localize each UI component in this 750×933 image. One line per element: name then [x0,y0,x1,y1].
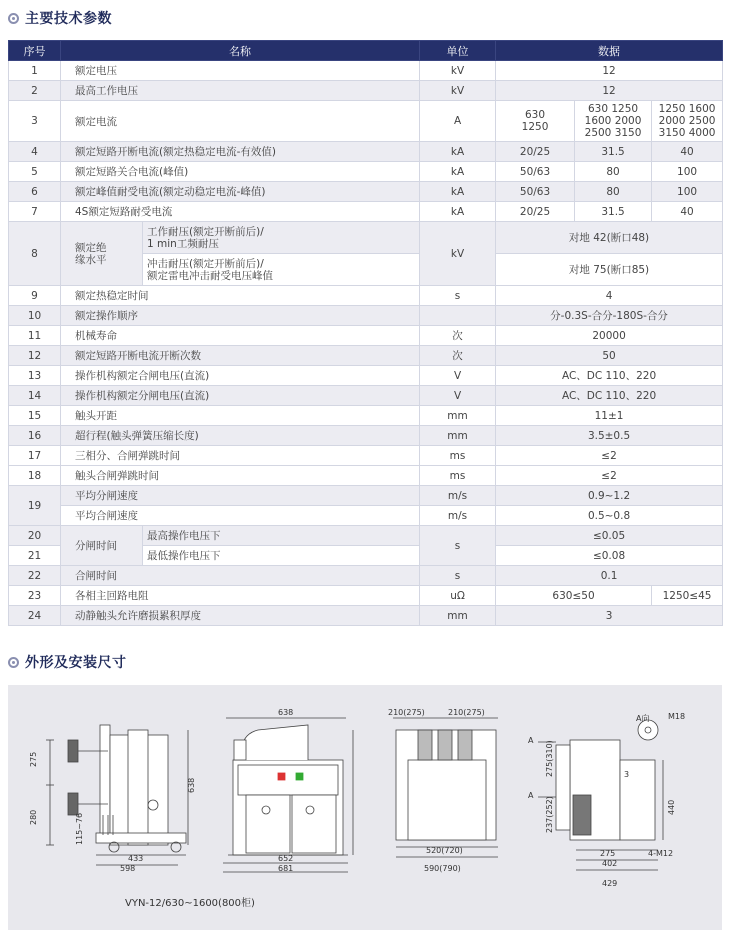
section-title-specs: 主要技术参数 [8,8,112,28]
header-name: 名称 [61,41,420,61]
table-row: 12 额定短路开断电流开断次数 次 50 [9,346,723,366]
drawing-svg [8,685,722,930]
label-a-bottom: A [528,791,534,800]
dim-429: 429 [602,879,618,888]
dim-433: 433 [128,854,144,863]
header-no: 序号 [9,41,61,61]
rear-view [393,718,498,857]
header-unit: 单位 [420,41,496,61]
table-row: 5 额定短路关合电流(峰值) kA 50/63 80 100 [9,162,723,182]
table-row: 8 额定绝 缘水平 工作耐压(额定开断前后)/ 1 min工频耐压 kV 对地 42(断口48) [9,222,723,254]
table-row: 20 分闸时间 最高操作电压下 s ≤0.05 [9,526,723,546]
dim-402: 402 [602,859,618,868]
table-row: 4 额定短路开断电流(额定热稳定电流-有效值) kA 20/25 31.5 40 [9,142,723,162]
dim-280: 280 [29,809,38,825]
dim-275-bottom: 275 [600,849,616,858]
table-row: 15 触头开距 mm 11±1 [9,406,723,426]
dim-210-left: 210(275) [388,708,425,717]
dim-4-m12: 4-M12 [648,849,674,858]
dim-652: 652 [278,854,294,863]
table-row: 13 操作机构额定合闸电压(直流) V AC、DC 110、220 [9,366,723,386]
dim-598: 598 [120,864,136,873]
dim-638-front: 638 [278,708,294,717]
table-row: 16 超行程(触头弹簧压缩长度) mm 3.5±0.5 [9,426,723,446]
table-row: 19 平均分闸速度 m/s 0.9~1.2 [9,486,723,506]
label-m18: M18 [668,712,686,721]
table-row: 9 额定热稳定时间 s 4 [9,286,723,306]
header-data: 数据 [496,41,723,61]
table-row: 18 触头合闸弹跳时间 ms ≤2 [9,466,723,486]
table-row: 14 操作机构额定分闸电压(直流) V AC、DC 110、220 [9,386,723,406]
right-side-view [538,720,663,870]
section-title-dimensions: 外形及安装尺寸 [8,652,127,672]
table-row: 17 三相分、合闸弹跳时间 ms ≤2 [9,446,723,466]
dim-3: 3 [624,770,630,779]
dim-681: 681 [278,864,294,873]
spec-table [8,40,723,626]
bullet-circle-icon [8,657,19,668]
table-row: 11 机械寿命 次 20000 [9,326,723,346]
dim-590: 590(790) [424,864,461,873]
table-row: 10 额定操作顺序 分-0.3S-合分-180S-合分 [9,306,723,326]
dim-275: 275 [29,751,38,767]
dim-275-310: 275(310) [545,740,554,777]
table-header-row [9,41,723,61]
table-row: 24 动静触头允许磨损累积厚度 mm 3 [9,606,723,626]
label-a-top: A [528,736,534,745]
label-a-direction: A向 [636,714,650,723]
table-row: 23 各相主回路电阻 uΩ 630≤50 1250≤45 [9,586,723,606]
table-row: 21 最低操作电压下 ≤0.08 [9,546,723,566]
table-row: 平均合闸速度 m/s 0.5~0.8 [9,506,723,526]
table-row: 6 额定峰值耐受电流(额定动稳定电流-峰值) kA 50/63 80 100 [9,182,723,202]
table-row: 2 最高工作电压 kV 12 [9,81,723,101]
dim-440: 440 [667,799,676,815]
table-row: 22 合闸时间 s 0.1 [9,566,723,586]
dim-115-76: 115~76 [75,812,84,845]
table-row: 3 额定电流 A 630 1250 630 1250 1600 2000 2500 3150 1250 1600 2000 2500 3150 4000 [9,101,723,142]
side-view [46,725,188,865]
table-row: 7 4S额定短路耐受电流 kA 20/25 31.5 40 [9,202,723,222]
table-row: 冲击耐压(额定开断前后)/ 额定雷电冲击耐受电压峰值 对地 75(断口85) [9,254,723,286]
dim-210-right: 210(275) [448,708,485,717]
dimension-drawing [8,685,722,930]
table-row: 1 额定电压 kV 12 [9,61,723,81]
bullet-circle-icon [8,13,19,24]
drawing-caption: VYN-12/630~1600(800柜) [125,898,255,909]
front-view [223,718,353,872]
dim-638-side: 638 [187,777,196,793]
dim-237-252: 237(252) [545,796,554,833]
dim-520: 520(720) [426,846,463,855]
